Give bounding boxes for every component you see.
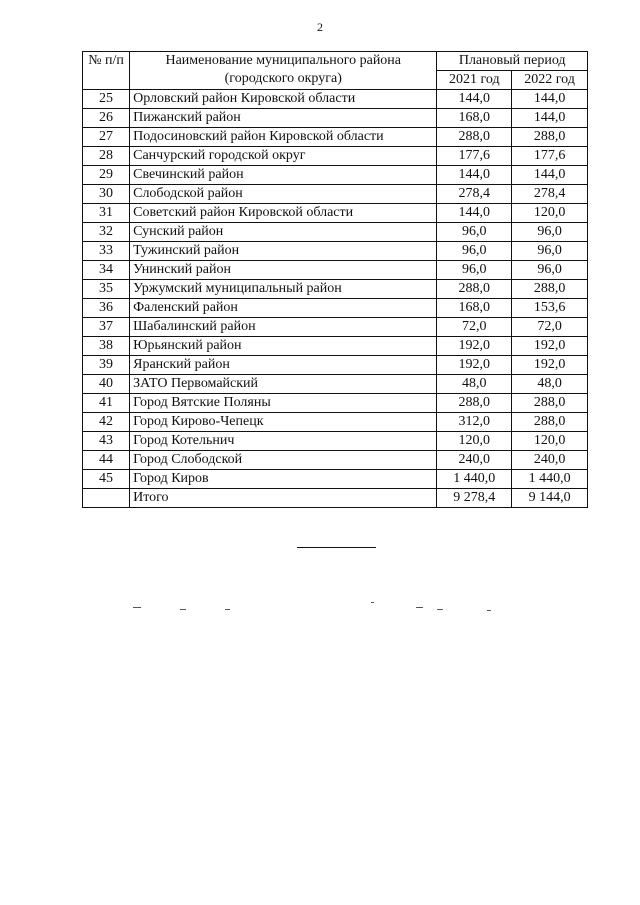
table-row [83, 185, 588, 204]
row-number: 34 [83, 261, 130, 280]
row-value-2022: 278,4 [512, 185, 588, 204]
table-row [83, 318, 588, 337]
row-number: 25 [83, 90, 130, 109]
row-number: 26 [83, 109, 130, 128]
row-value-2021: 168,0 [437, 299, 512, 318]
table-body [83, 90, 588, 508]
row-name: Город Вятские Поляны [130, 394, 437, 413]
row-number: 27 [83, 128, 130, 147]
row-name: Сунский район [130, 223, 437, 242]
row-value-2022: 48,0 [512, 375, 588, 394]
table-row [83, 337, 588, 356]
row-value-2021: 177,6 [437, 147, 512, 166]
table-row [83, 413, 588, 432]
row-value-2022: 120,0 [512, 432, 588, 451]
row-value-2022: 192,0 [512, 356, 588, 375]
row-value-2022: 144,0 [512, 166, 588, 185]
row-name: Яранский район [130, 356, 437, 375]
row-name: Тужинский район [130, 242, 437, 261]
row-number: 31 [83, 204, 130, 223]
table-row [83, 356, 588, 375]
row-value-2021: 288,0 [437, 394, 512, 413]
row-name: Санчурский городской округ [130, 147, 437, 166]
row-value-2022: 96,0 [512, 242, 588, 261]
row-value-2021: 144,0 [437, 204, 512, 223]
row-number: 44 [83, 451, 130, 470]
row-number: 40 [83, 375, 130, 394]
table-row [83, 432, 588, 451]
row-name: Свечинский район [130, 166, 437, 185]
row-number: 33 [83, 242, 130, 261]
row-value-2021: 240,0 [437, 451, 512, 470]
row-value-2021: 192,0 [437, 356, 512, 375]
total-value-2022: 9 144,0 [512, 489, 588, 508]
table-row [83, 280, 588, 299]
row-name: Город Слободской [130, 451, 437, 470]
row-number: 37 [83, 318, 130, 337]
header-name-line2: (городского округа) [224, 71, 342, 86]
row-value-2022: 144,0 [512, 109, 588, 128]
row-name: Орловский район Кировской области [130, 90, 437, 109]
total-label: Итого [130, 489, 437, 508]
table-row [83, 299, 588, 318]
scan-speck [371, 602, 374, 603]
row-name: Город Киров [130, 470, 437, 489]
table-row [83, 394, 588, 413]
row-value-2022: 192,0 [512, 337, 588, 356]
table-row [83, 223, 588, 242]
scan-speck [180, 609, 186, 610]
table-row [83, 147, 588, 166]
row-value-2021: 288,0 [437, 280, 512, 299]
row-value-2021: 96,0 [437, 261, 512, 280]
row-value-2021: 120,0 [437, 432, 512, 451]
row-name: Фаленский район [130, 299, 437, 318]
total-number [83, 489, 130, 508]
closing-rule [297, 547, 376, 548]
row-name: Подосиновский район Кировской области [130, 128, 437, 147]
row-number: 39 [83, 356, 130, 375]
row-value-2022: 144,0 [512, 90, 588, 109]
row-name: ЗАТО Первомайский [130, 375, 437, 394]
row-value-2022: 288,0 [512, 128, 588, 147]
table-row [83, 451, 588, 470]
row-number: 41 [83, 394, 130, 413]
row-name: Унинский район [130, 261, 437, 280]
row-value-2022: 153,6 [512, 299, 588, 318]
scan-speck [225, 609, 230, 610]
row-value-2022: 240,0 [512, 451, 588, 470]
row-value-2021: 288,0 [437, 128, 512, 147]
scan-speck [133, 607, 141, 608]
table-row [83, 204, 588, 223]
row-value-2021: 48,0 [437, 375, 512, 394]
row-number: 30 [83, 185, 130, 204]
row-value-2022: 96,0 [512, 261, 588, 280]
scan-speck [416, 607, 423, 608]
row-value-2022: 96,0 [512, 223, 588, 242]
row-number: 43 [83, 432, 130, 451]
table-row [83, 109, 588, 128]
table-row [83, 261, 588, 280]
header-period: Плановый период [437, 52, 588, 71]
row-value-2022: 288,0 [512, 280, 588, 299]
row-value-2022: 120,0 [512, 204, 588, 223]
row-name: Шабалинский район [130, 318, 437, 337]
row-value-2021: 312,0 [437, 413, 512, 432]
row-number: 36 [83, 299, 130, 318]
table-row [83, 166, 588, 185]
row-value-2021: 144,0 [437, 166, 512, 185]
table-row [83, 242, 588, 261]
total-row [83, 489, 588, 508]
header-year-2022: 2022 год [512, 71, 588, 90]
scan-speck [487, 610, 491, 611]
row-value-2021: 168,0 [437, 109, 512, 128]
row-value-2021: 278,4 [437, 185, 512, 204]
row-number: 42 [83, 413, 130, 432]
total-value-2021: 9 278,4 [437, 489, 512, 508]
row-value-2021: 72,0 [437, 318, 512, 337]
row-value-2021: 144,0 [437, 90, 512, 109]
row-name: Город Котельнич [130, 432, 437, 451]
row-name: Советский район Кировской области [130, 204, 437, 223]
row-number: 32 [83, 223, 130, 242]
row-number: 35 [83, 280, 130, 299]
row-name: Слободской район [130, 185, 437, 204]
row-value-2021: 1 440,0 [437, 470, 512, 489]
row-value-2021: 192,0 [437, 337, 512, 356]
table-header [83, 52, 588, 90]
row-value-2022: 1 440,0 [512, 470, 588, 489]
row-number: 38 [83, 337, 130, 356]
table-row [83, 470, 588, 489]
header-name-line1: Наименование муниципального района [165, 53, 402, 68]
row-number: 28 [83, 147, 130, 166]
row-name: Город Кирово-Чепецк [130, 413, 437, 432]
row-value-2022: 72,0 [512, 318, 588, 337]
row-value-2021: 96,0 [437, 242, 512, 261]
row-value-2022: 288,0 [512, 413, 588, 432]
row-value-2022: 288,0 [512, 394, 588, 413]
header-name [130, 52, 437, 90]
table-row [83, 90, 588, 109]
header-number: № п/п [83, 52, 130, 90]
row-value-2021: 96,0 [437, 223, 512, 242]
row-value-2022: 177,6 [512, 147, 588, 166]
row-name: Пижанский район [130, 109, 437, 128]
page-number: 2 [317, 20, 323, 34]
row-number: 29 [83, 166, 130, 185]
budget-table [82, 51, 588, 508]
table-row [83, 375, 588, 394]
row-name: Уржумский муниципальный район [130, 280, 437, 299]
scan-speck [437, 609, 443, 610]
header-year-2021: 2021 год [437, 71, 512, 90]
table-row [83, 128, 588, 147]
row-number: 45 [83, 470, 130, 489]
row-name: Юрьянский район [130, 337, 437, 356]
